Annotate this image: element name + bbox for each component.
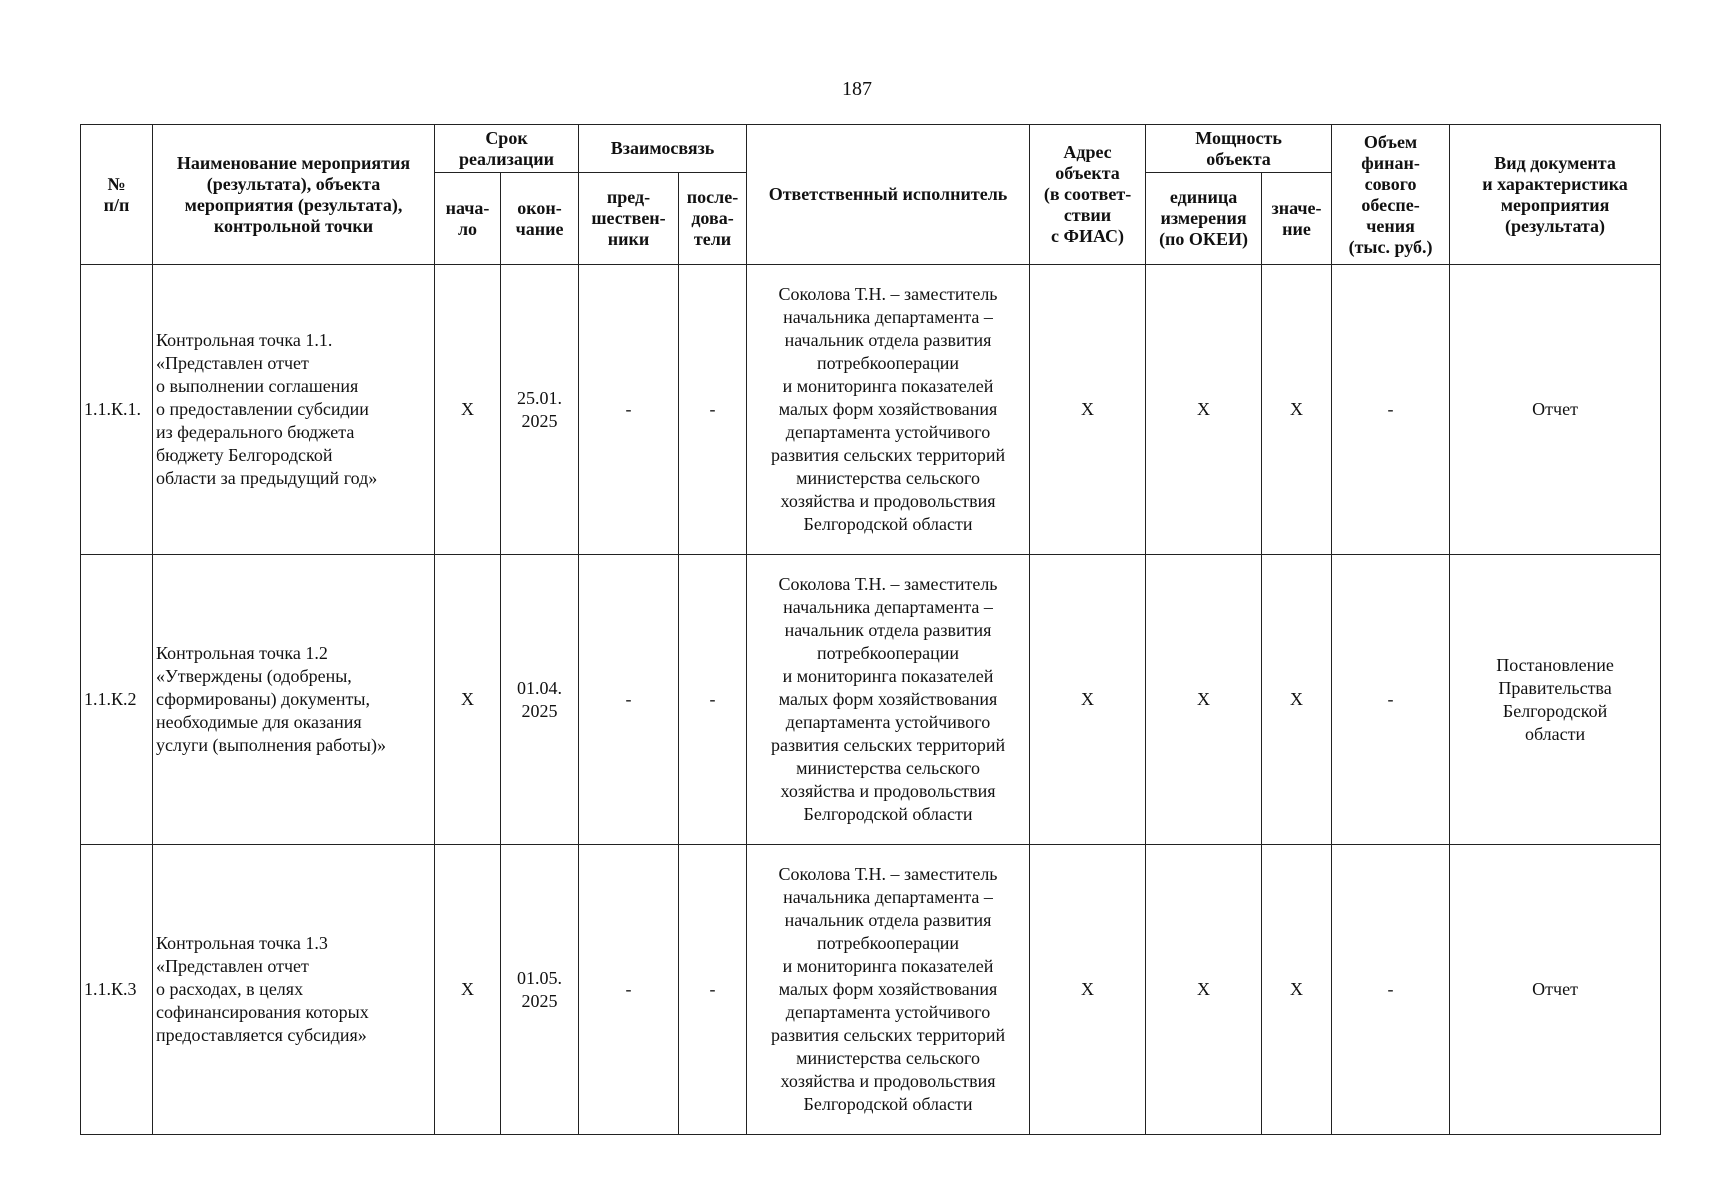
row-executor: Соколова Т.Н. – заместитель начальника департамента – начальник отдела развития потребкооперации и мониторинга показателей малых форм хозяйствования департамента устойчивого развития сельских территорий министерства сельского хозяйства и продовольствия Белгородской области bbox=[747, 555, 1030, 845]
row-number: 1.1.К.3 bbox=[81, 845, 153, 1135]
header-name: Наименование мероприятия (результата), объекта мероприятия (результата), контрольной точки bbox=[153, 125, 435, 265]
row-succ: - bbox=[679, 555, 747, 845]
header-cap-value: значе- ние bbox=[1262, 173, 1332, 265]
row-name: Контрольная точка 1.1. «Представлен отчет о выполнении соглашения о предоставлении субсидии из федерального бюджета бюджету Белгородской области за предыдущий год» bbox=[153, 265, 435, 555]
page-number: 187 bbox=[842, 78, 872, 100]
row-name: Контрольная точка 1.3 «Представлен отчет о расходах, в целях софинансирования которых предоставляется субсидия» bbox=[153, 845, 435, 1135]
row-unit: X bbox=[1146, 845, 1262, 1135]
table-row bbox=[81, 555, 1661, 845]
header-cap-unit: единица измерения (по ОКЕИ) bbox=[1146, 173, 1262, 265]
row-finance: - bbox=[1332, 555, 1450, 845]
header-capacity: Мощность объекта bbox=[1146, 125, 1332, 173]
row-executor: Соколова Т.Н. – заместитель начальника департамента – начальник отдела развития потребкооперации и мониторинга показателей малых форм хозяйствования департамента устойчивого развития сельских территорий министерства сельского хозяйства и продовольствия Белгородской области bbox=[747, 845, 1030, 1135]
row-value: X bbox=[1262, 555, 1332, 845]
row-doc: Постановление Правительства Белгородской области bbox=[1450, 555, 1661, 845]
header-address: Адрес объекта (в соответ- ствии с ФИАС) bbox=[1030, 125, 1146, 265]
row-start: X bbox=[435, 265, 501, 555]
row-value: X bbox=[1262, 845, 1332, 1135]
header-term: Срок реализации bbox=[435, 125, 579, 173]
header-doc: Вид документа и характеристика мероприятия (результата) bbox=[1450, 125, 1661, 265]
row-doc: Отчет bbox=[1450, 845, 1661, 1135]
row-end: 01.04. 2025 bbox=[501, 555, 579, 845]
row-pred: - bbox=[579, 845, 679, 1135]
events-table bbox=[80, 124, 1661, 1135]
row-unit: X bbox=[1146, 265, 1262, 555]
row-finance: - bbox=[1332, 845, 1450, 1135]
row-start: X bbox=[435, 555, 501, 845]
header-link-pred: пред- шествен- ники bbox=[579, 173, 679, 265]
header-term-end: окон- чание bbox=[501, 173, 579, 265]
row-finance: - bbox=[1332, 265, 1450, 555]
row-name: Контрольная точка 1.2 «Утверждены (одобрены, сформированы) документы, необходимые для оказания услуги (выполнения работы)» bbox=[153, 555, 435, 845]
row-address: X bbox=[1030, 845, 1146, 1135]
row-address: X bbox=[1030, 265, 1146, 555]
row-number: 1.1.К.2 bbox=[81, 555, 153, 845]
row-executor: Соколова Т.Н. – заместитель начальника департамента – начальник отдела развития потребкооперации и мониторинга показателей малых форм хозяйствования департамента устойчивого развития сельских территорий министерства сельского хозяйства и продовольствия Белгородской области bbox=[747, 265, 1030, 555]
row-value: X bbox=[1262, 265, 1332, 555]
row-start: X bbox=[435, 845, 501, 1135]
table-row bbox=[81, 265, 1661, 555]
row-end: 01.05. 2025 bbox=[501, 845, 579, 1135]
table-row bbox=[81, 845, 1661, 1135]
table-header bbox=[81, 125, 1661, 265]
row-number: 1.1.К.1. bbox=[81, 265, 153, 555]
header-term-start: нача- ло bbox=[435, 173, 501, 265]
row-succ: - bbox=[679, 845, 747, 1135]
header-link: Взаимосвязь bbox=[579, 125, 747, 173]
row-unit: X bbox=[1146, 555, 1262, 845]
row-doc: Отчет bbox=[1450, 265, 1661, 555]
header-executor: Ответственный исполнитель bbox=[747, 125, 1030, 265]
row-end: 25.01. 2025 bbox=[501, 265, 579, 555]
row-address: X bbox=[1030, 555, 1146, 845]
header-link-succ: после- дова- тели bbox=[679, 173, 747, 265]
row-pred: - bbox=[579, 555, 679, 845]
row-succ: - bbox=[679, 265, 747, 555]
row-pred: - bbox=[579, 265, 679, 555]
header-finance: Объем финан- сового обеспе- чения (тыс. руб.) bbox=[1332, 125, 1450, 265]
header-num: № п/п bbox=[81, 125, 153, 265]
